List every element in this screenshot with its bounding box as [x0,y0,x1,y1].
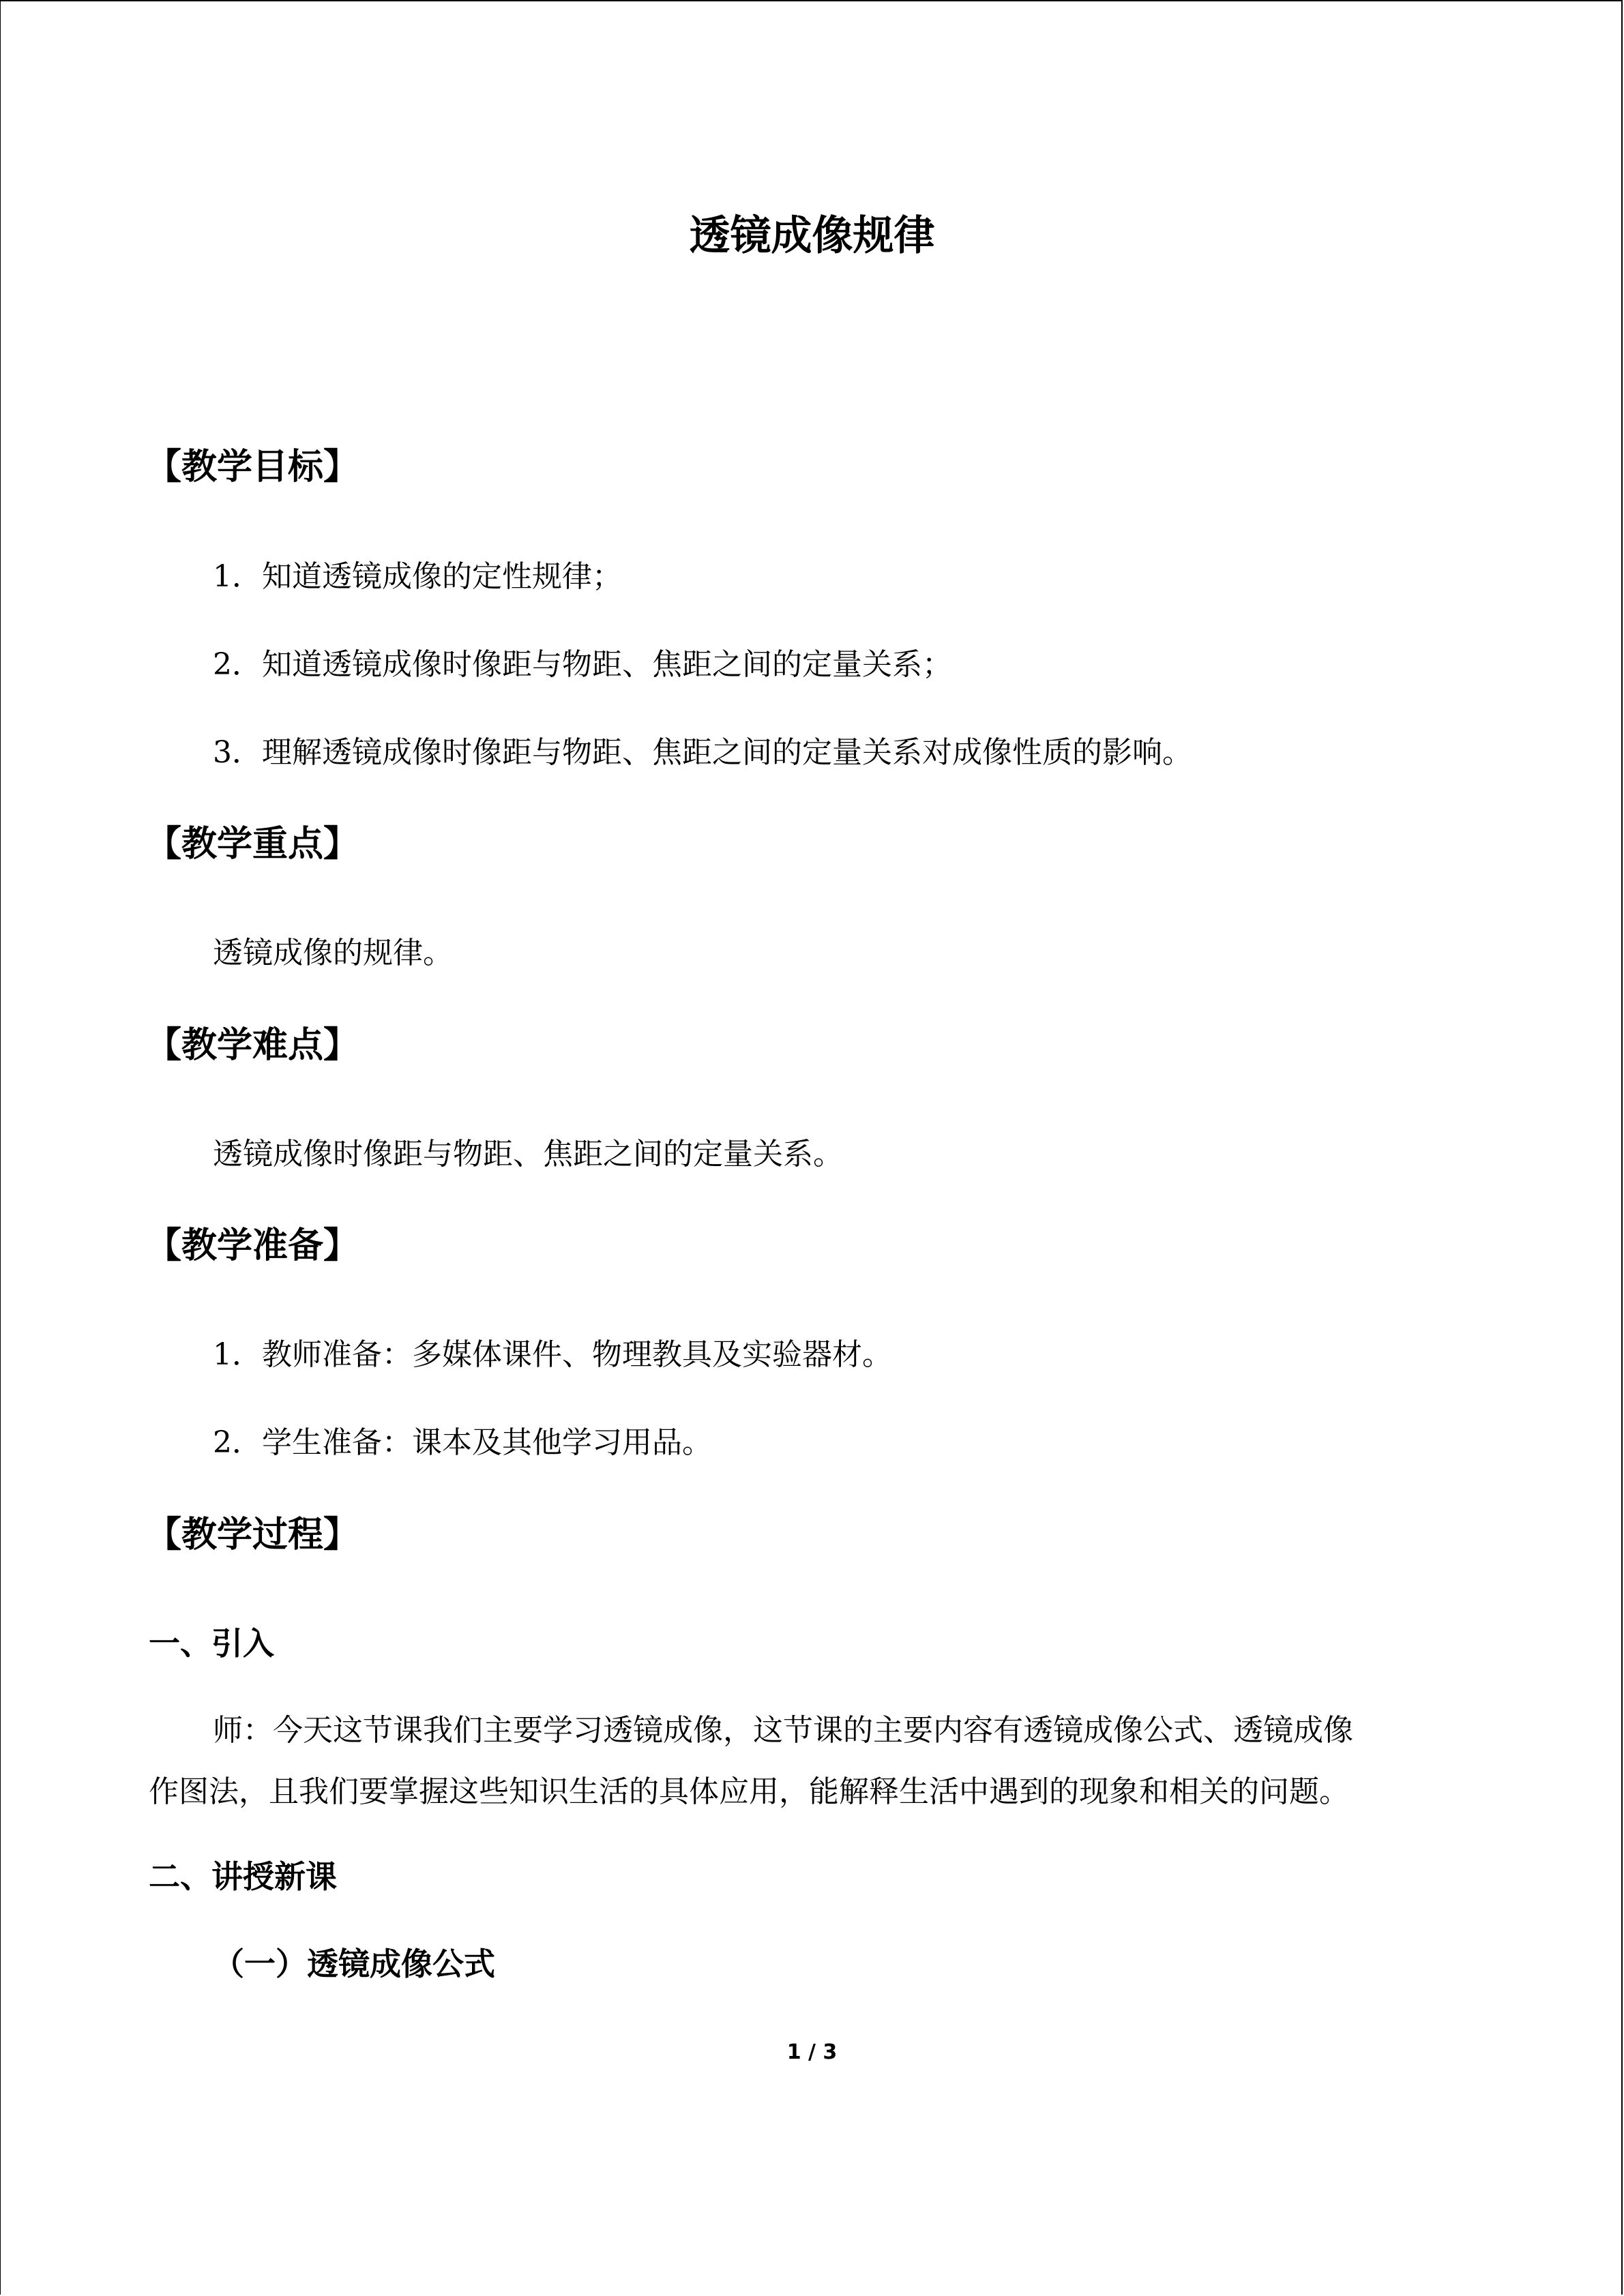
objective-item-2: 2．知道透镜成像时像距与物距、焦距之间的定量关系； [213,647,952,682]
objectives-heading: 【教学目标】 [146,447,359,488]
difficulties-text: 透镜成像时像距与物距、焦距之间的定量关系。 [213,1137,843,1172]
intro-paragraph-line-1: 师：今天这节课我们主要学习透镜成像，这节课的主要内容有透镜成像公式、透镜成像 [213,1713,1353,1748]
intro-paragraph-line-2: 作图法，且我们要掌握这些知识生活的具体应用，能解释生活中遇到的现象和相关的问题。 [149,1774,1349,1809]
preparation-heading: 【教学准备】 [146,1225,359,1266]
new-lesson-heading: 二、讲授新课 [149,1858,337,1895]
key-points-heading: 【教学重点】 [146,824,359,865]
intro-heading: 一、引入 [149,1625,274,1662]
preparation-item-2: 2．学生准备：课本及其他学习用品。 [213,1425,712,1460]
document-title: 透镜成像规律 [689,212,935,260]
preparation-item-1: 1．教师准备：多媒体课件、物理教具及实验器材。 [213,1337,892,1372]
lens-formula-subheading: （一）透镜成像公式 [213,1945,495,1982]
difficulties-heading: 【教学难点】 [146,1025,359,1066]
key-points-text: 透镜成像的规律。 [213,936,453,970]
page-number: 1 / 3 [786,2040,838,2064]
process-heading: 【教学过程】 [146,1515,359,1555]
objective-item-1: 1．知道透镜成像的定性规律； [213,559,622,594]
objective-item-3: 3．理解透镜成像时像距与物距、焦距之间的定量关系对成像性质的影响。 [213,735,1192,770]
